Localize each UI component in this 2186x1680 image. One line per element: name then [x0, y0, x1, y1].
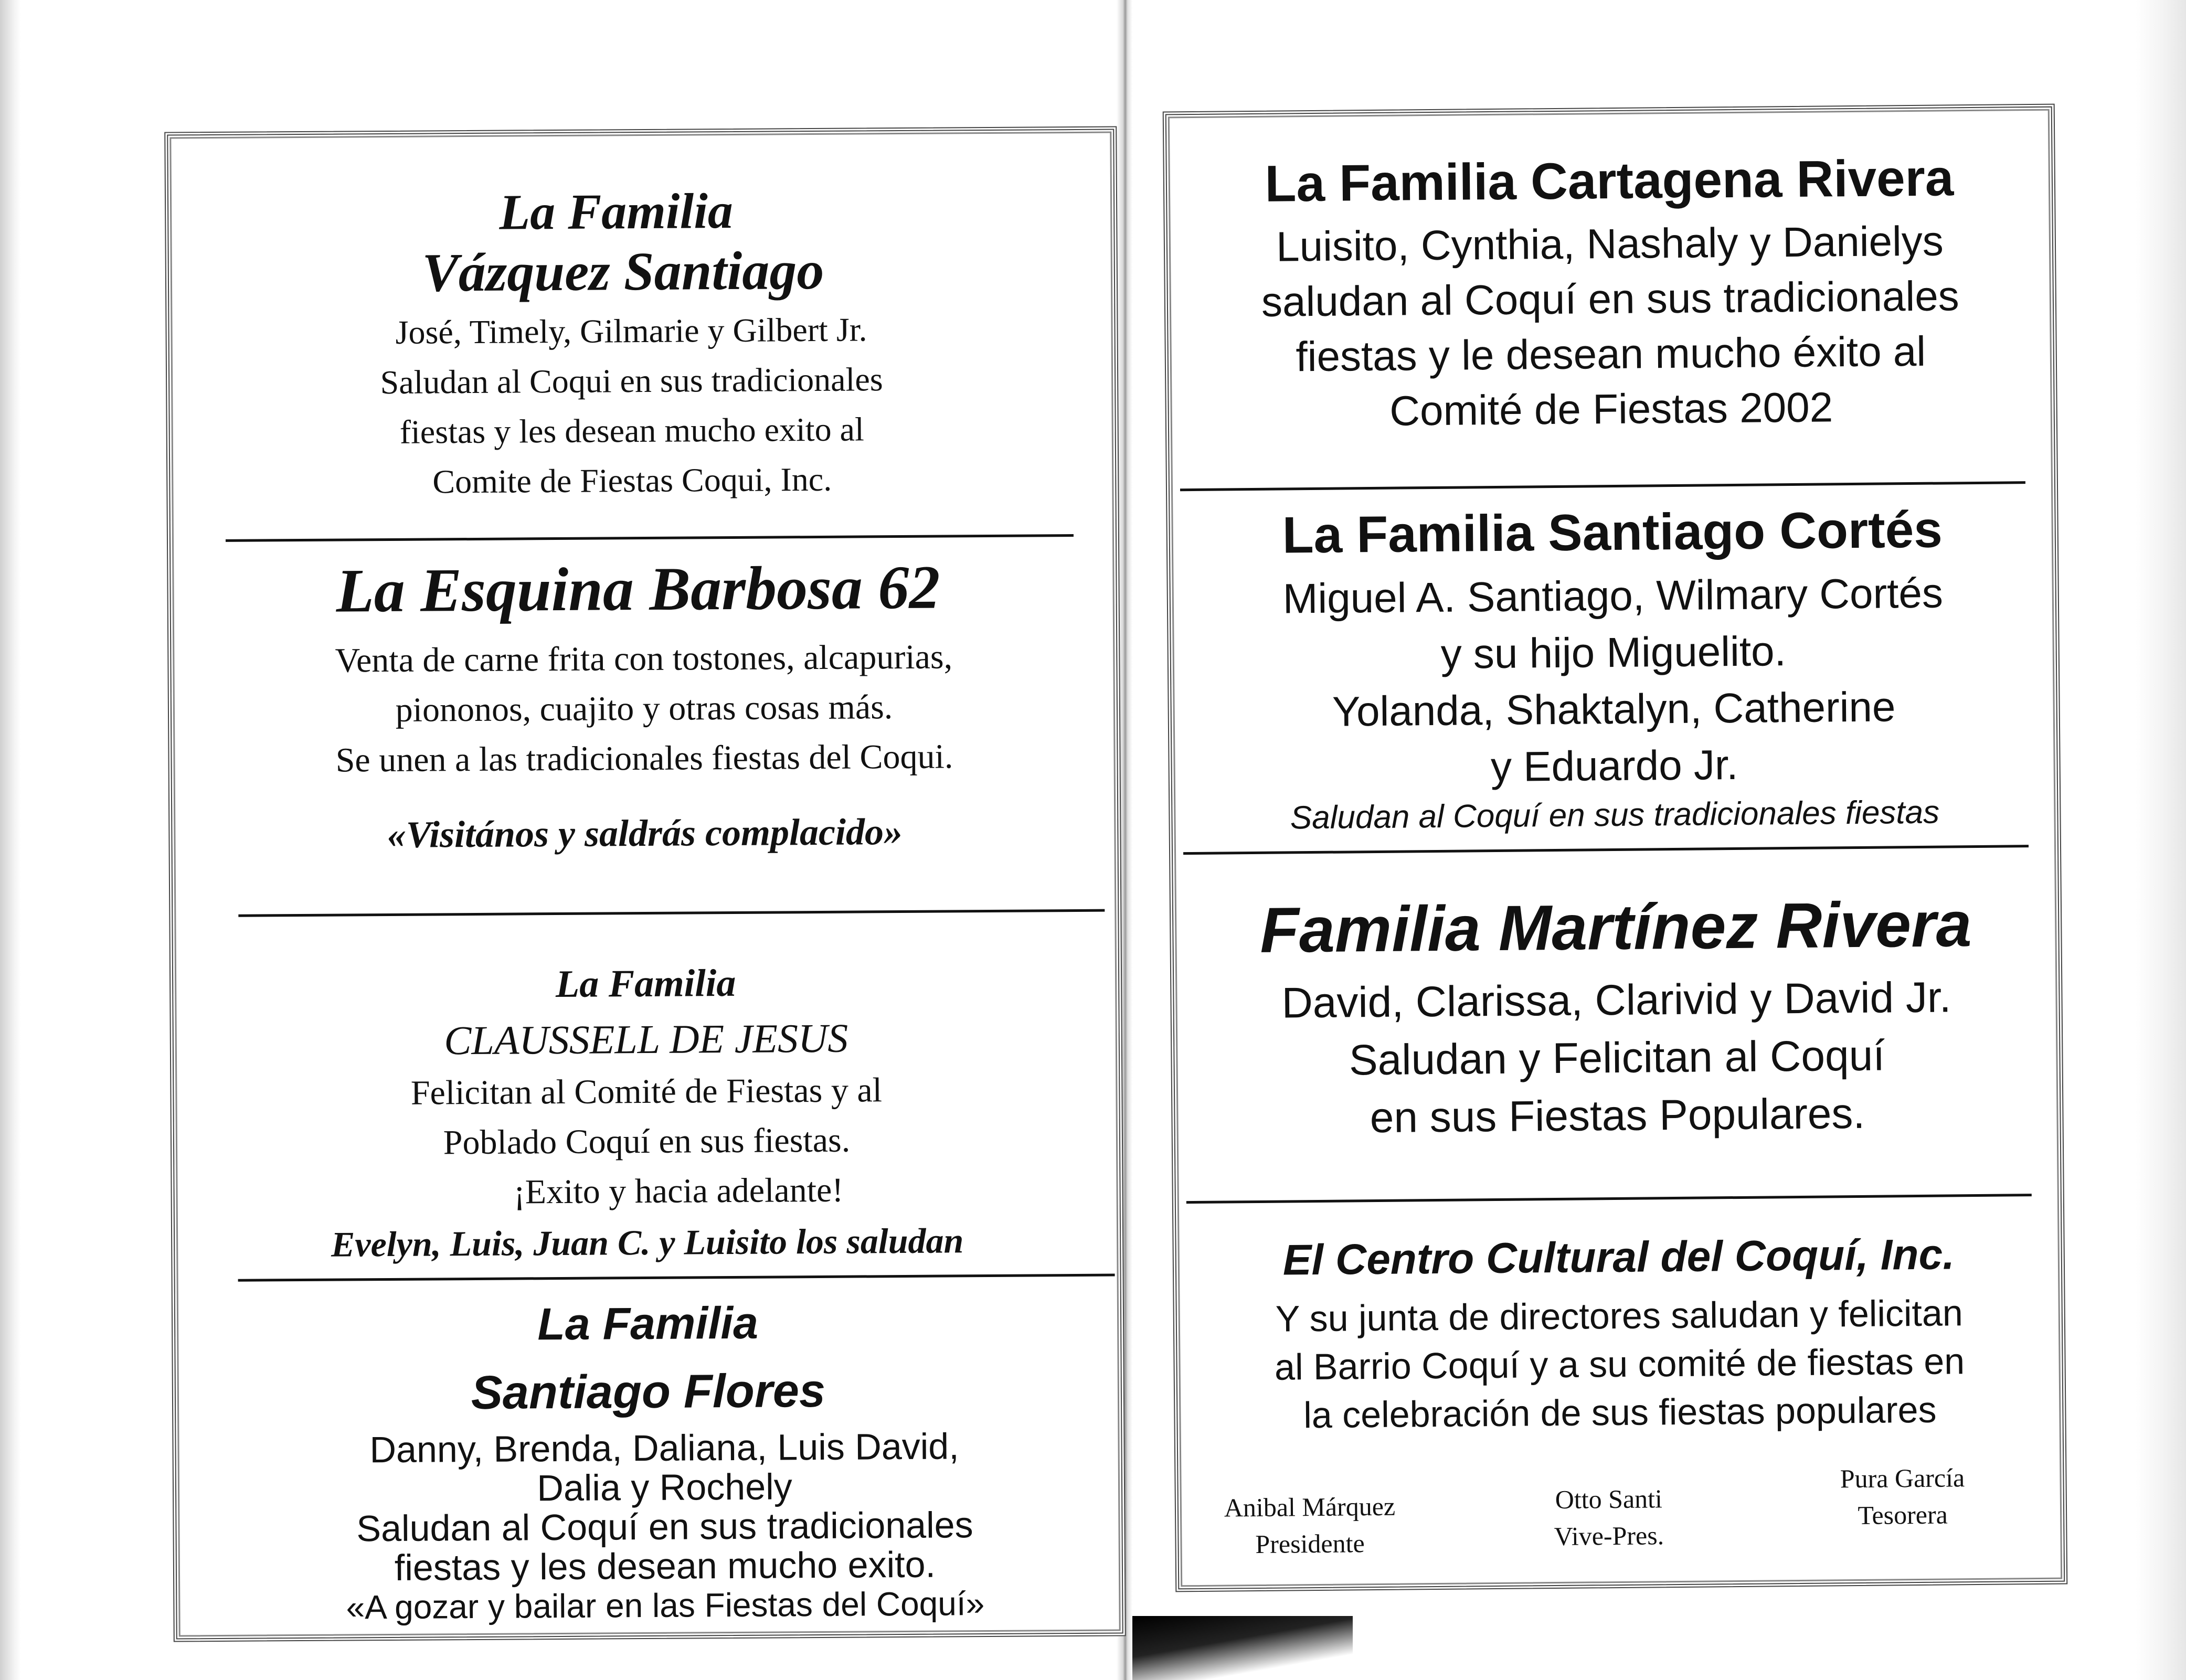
ad-body-line: Saludan al Coquí en sus tradicionales: [356, 1504, 973, 1549]
divider-rule: [238, 909, 1105, 917]
ad-body-line: Danny, Brenda, Daliana, Luis David,: [369, 1426, 959, 1471]
spine-shadow: [1132, 1616, 1353, 1680]
ad-body-line: Felicitan al Comité de Fiestas y al: [410, 1071, 883, 1112]
ad-vazquez-santiago: [168, 180, 1116, 508]
ad-body-line: y su hijo Miguelito.: [1440, 628, 1787, 677]
divider-rule: [238, 1274, 1115, 1282]
ad-body-line: Se unen a las tradicionales fiestas del Coqui.: [335, 737, 953, 780]
page-edge-left: [0, 0, 21, 1680]
ad-santiago-cortes: [1170, 496, 2057, 841]
divider-rule: [1183, 845, 2029, 855]
ad-body-line: Poblado Coquí en sus fiestas.: [443, 1121, 851, 1162]
divider-rule: [1186, 1194, 2032, 1204]
officer-name: Otto Santi: [1555, 1484, 1663, 1515]
ad-body-line: Saludan al Coqui en sus tradicionales: [380, 360, 883, 401]
ad-body-line: «A gozar y bailar en las Fiestas del Coquí»: [346, 1585, 985, 1626]
ad-body-line: fiestas y les desean mucho exito.: [394, 1544, 936, 1588]
ad-body-line: Miguel A. Santiago, Wilmary Cortés: [1282, 569, 1944, 622]
officer-role: Presidente: [1255, 1528, 1365, 1559]
ad-slogan: «Visitános y saldrás complacido»: [387, 811, 903, 856]
ad-claussell-de-jesus: [173, 953, 1120, 1271]
ad-cartagena-rivera: [1166, 144, 2054, 441]
ad-body-line: fiestas y les desean mucho exito al: [399, 410, 864, 451]
officer-vice-president: [1514, 1480, 1704, 1555]
ad-body-line: Comite de Fiestas Coqui, Inc.: [432, 460, 832, 501]
page-edge-right: [2136, 0, 2186, 1680]
ad-title: El Centro Cultural del Coquí, Inc.: [1282, 1230, 1955, 1284]
ad-centro-cultural: [1176, 1225, 2062, 1441]
ad-title-line2: Santiago Flores: [471, 1364, 826, 1420]
ad-title-line1: La Familia: [499, 182, 734, 240]
left-page: [164, 126, 1126, 1642]
ad-body-line: ¡Exito y hacia adelante!: [513, 1171, 844, 1211]
ad-body-line: al Barrio Coquí y a su comité de fiestas en: [1274, 1341, 1965, 1388]
ad-body-line: en sus Fiestas Populares.: [1370, 1089, 1865, 1142]
ad-body-line: y Eduardo Jr.: [1490, 741, 1738, 791]
ad-title-line2: Vázquez Santiago: [422, 240, 824, 303]
divider-rule: [1180, 481, 2025, 491]
ad-body-line: David, Clarissa, Clarivid y David Jr.: [1281, 973, 1951, 1027]
ad-body-line: saludan al Coquí en sus tradicionales: [1261, 272, 1960, 325]
officer-treasurer: [1808, 1459, 1997, 1534]
ad-signoff: Evelyn, Luis, Juan C. y Luisito los saludan: [331, 1220, 964, 1264]
ad-title: La Familia Santiago Cortés: [1282, 500, 1943, 564]
ad-signoff: Saludan al Coquí en sus tradicionales fiestas: [1290, 794, 1940, 836]
officer-name: Pura García: [1840, 1463, 1965, 1494]
ad-title: La Esquina Barbosa 62: [336, 552, 940, 625]
ad-body-line: la celebración de sus fiestas populares: [1303, 1389, 1937, 1436]
ad-body-line: Y su junta de directores saludan y felicitan: [1275, 1292, 1964, 1339]
ad-body-line: José, Timely, Gilmarie y Gilbert Jr.: [395, 311, 867, 351]
officer-role: Vive-Pres.: [1554, 1520, 1664, 1551]
officer-role: Tesorera: [1858, 1500, 1948, 1530]
ad-title-line1: La Familia: [537, 1298, 759, 1350]
ad-body-line: fiestas y le desean mucho éxito al: [1296, 327, 1926, 380]
ad-body-line: piononos, cuajito y otras cosas más.: [395, 688, 893, 729]
officer-name: Anibal Márquez: [1224, 1491, 1396, 1523]
ad-body-line: Saludan y Felicitan al Coquí: [1349, 1032, 1885, 1084]
officer-president: [1200, 1487, 1420, 1563]
ad-body-line: Comité de Fiestas 2002: [1389, 384, 1833, 434]
ad-esquina-barbosa: [171, 550, 1118, 863]
ad-title: La Familia Cartagena Rivera: [1265, 148, 1954, 212]
ad-body-line: Luisito, Cynthia, Nashaly y Danielys: [1276, 217, 1944, 270]
ad-body-line: Dalia y Rochely: [537, 1466, 792, 1509]
ad-santiago-flores: [175, 1289, 1122, 1628]
ad-title: Familia Martínez Rivera: [1259, 888, 1972, 966]
ad-body-line: Venta de carne frita con tostones, alcapurias,: [335, 637, 953, 680]
right-page: [1163, 104, 2068, 1592]
ad-title-line1: La Familia: [555, 961, 736, 1006]
ad-title-line2: CLAUSSELL DE JESUS: [444, 1015, 848, 1064]
divider-rule: [226, 534, 1074, 542]
ad-body-line: Yolanda, Shaktalyn, Catherine: [1332, 683, 1896, 735]
ad-martinez-rivera: [1173, 884, 2060, 1149]
